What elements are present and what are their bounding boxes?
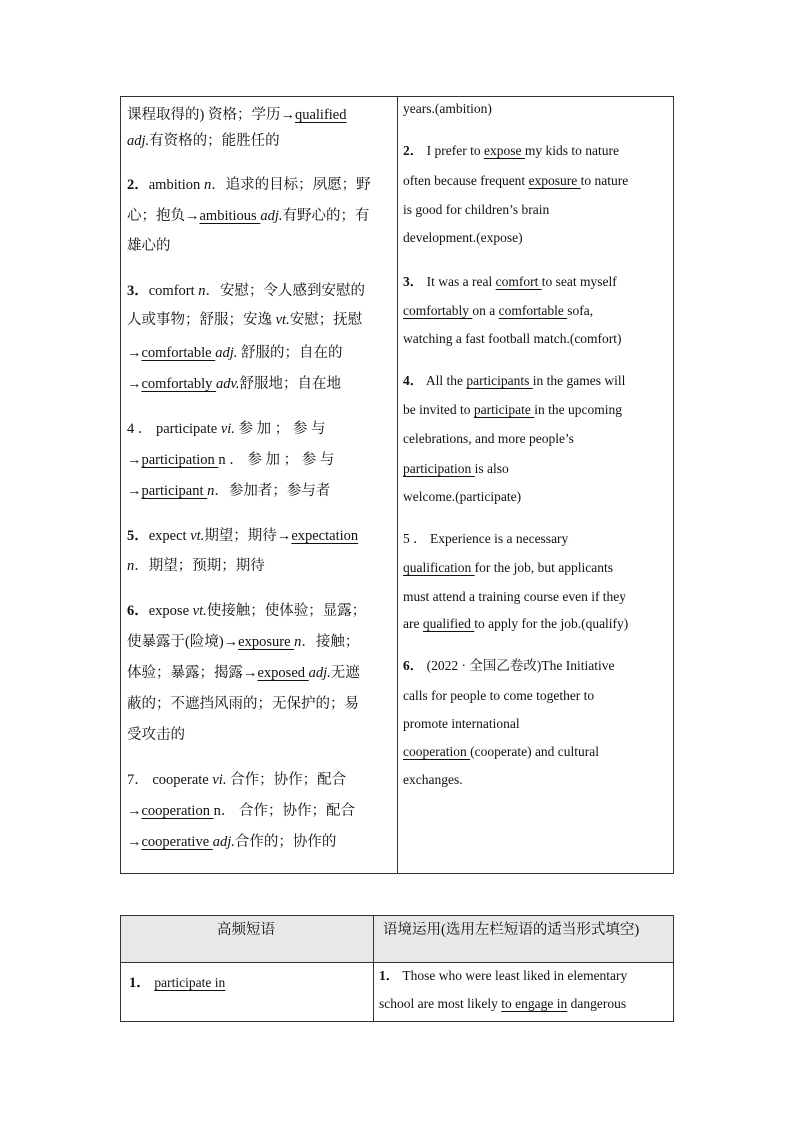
text-span: 舒服的；自在的 — [237, 345, 343, 361]
left-text-line — [127, 131, 280, 151]
left-text-line — [127, 694, 359, 714]
right-text-line — [403, 770, 463, 790]
text-span: adj. — [260, 208, 283, 224]
text-span: 3． — [127, 283, 149, 299]
answer-blank: ambitious — [199, 208, 261, 224]
usage-line — [379, 994, 626, 1014]
text-span: 期望；期待→ — [204, 528, 292, 544]
text-span: → — [127, 803, 142, 819]
phrase-text: participate in — [154, 975, 226, 990]
text-span: vt. — [192, 603, 207, 619]
right-text-line — [403, 99, 492, 119]
text-span: ．安慰；令人感到安慰的 — [205, 283, 366, 299]
answer-blank: cooperation — [403, 744, 471, 759]
text-span: to apply for the job.(qualify) — [474, 616, 629, 631]
text-span: 无遮 — [330, 665, 360, 681]
text-span: promote international — [403, 716, 520, 731]
left-text-line — [127, 206, 369, 226]
text-span: n — [203, 177, 212, 193]
right-text-line — [403, 656, 614, 676]
right-text-line — [403, 459, 509, 479]
right-text-line — [403, 141, 619, 161]
answer-blank: comfortable — [498, 303, 568, 318]
sentence-text: dangerous — [567, 996, 627, 1011]
text-span: → — [127, 345, 142, 361]
left-text-line — [127, 832, 336, 852]
answer-blank: to engage in — [501, 996, 568, 1011]
column-divider — [397, 97, 398, 873]
right-text-line — [403, 558, 613, 578]
right-text-line — [403, 301, 593, 321]
text-span: is good for children’s brain — [403, 202, 550, 217]
text-span: n — [207, 483, 215, 499]
text-span: 雄心的 — [127, 238, 171, 254]
text-span: → — [127, 834, 142, 850]
column-divider — [373, 916, 374, 1021]
text-span: be invited to — [403, 402, 474, 417]
right-text-line — [403, 614, 628, 634]
left-text-line — [127, 175, 371, 195]
text-span: n ． 参 加 ； 参 与 — [218, 452, 335, 468]
answer-blank: participate — [473, 402, 535, 417]
right-text-line — [403, 714, 520, 734]
text-span: celebrations, and more people’s — [403, 431, 574, 446]
header-context-usage: 语境运用(选用左栏短语的适当形式填空) — [383, 922, 640, 938]
right-text-line — [403, 400, 622, 420]
text-span: All the — [423, 373, 467, 388]
text-span: 蔽的；不遮挡风雨的；无保护的；易 — [127, 696, 359, 712]
left-text-line — [127, 556, 265, 576]
text-span: 2． — [127, 177, 149, 193]
text-span: must attend a training course even if they — [403, 589, 627, 604]
text-span: ．追求的目标；夙愿；野 — [211, 177, 371, 193]
text-span: 舒服地；自在地 — [239, 376, 341, 392]
text-span: It was a real — [423, 274, 496, 289]
text-span: comfort — [148, 283, 199, 299]
text-span: in the upcoming — [534, 402, 622, 417]
answer-blank: participants — [466, 373, 533, 388]
text-span: n — [127, 558, 135, 574]
left-text-line — [127, 236, 171, 256]
text-span: n — [294, 634, 302, 650]
answer-blank: participant — [141, 483, 208, 499]
left-text-line — [127, 481, 330, 501]
text-span: n — [198, 283, 206, 299]
right-text-line — [403, 529, 568, 549]
text-span: 4． — [403, 373, 424, 388]
text-span: 合作；协作；配合 — [226, 772, 347, 788]
left-text-line — [127, 105, 347, 125]
item-number: 1． — [379, 968, 400, 983]
text-span: 参 加 ； 参 与 — [234, 421, 326, 437]
vocabulary-table — [120, 96, 674, 874]
answer-blank: qualification — [403, 560, 475, 575]
text-span: I prefer to — [423, 143, 484, 158]
text-span: 3． — [403, 274, 424, 289]
text-span: is also — [474, 461, 509, 476]
text-span: sofa, — [567, 303, 594, 318]
text-span: 安慰；抚慰 — [289, 312, 363, 328]
text-span: years.(ambition) — [403, 101, 492, 116]
text-span: vt. — [275, 312, 290, 328]
text-span: 使接触；使体验；显露； — [206, 603, 367, 619]
left-text-line — [127, 343, 342, 363]
usage-line — [379, 966, 627, 986]
right-text-line — [403, 742, 599, 762]
right-text-line — [403, 487, 521, 507]
text-span: 7． cooperate — [127, 772, 213, 788]
text-span: 使暴露于(险境)→ — [127, 634, 239, 650]
text-span: vt. — [190, 528, 205, 544]
text-span: are — [403, 616, 423, 631]
answer-blank: comfortably — [141, 376, 216, 392]
text-span: 6． — [127, 603, 149, 619]
right-text-line — [403, 171, 628, 191]
text-span: on a — [472, 303, 499, 318]
text-span: exchanges. — [403, 772, 463, 787]
left-text-line — [127, 663, 360, 683]
text-span: 5 ． Experience is a necessary — [403, 531, 569, 546]
text-span: 合作的；协作的 — [234, 834, 337, 850]
right-text-line — [403, 200, 549, 220]
left-text-line — [127, 450, 334, 470]
right-text-line — [403, 228, 523, 248]
text-span: expose — [148, 603, 193, 619]
text-span: adj. — [127, 133, 150, 149]
text-span: 心；抱负→ — [127, 208, 200, 224]
text-span: → — [127, 483, 142, 499]
text-span: often because frequent — [403, 173, 529, 188]
text-span: in the games will — [532, 373, 626, 388]
answer-blank: comfort — [495, 274, 542, 289]
text-span: to nature — [580, 173, 629, 188]
text-span: ．接触； — [301, 634, 360, 650]
right-text-line — [403, 371, 625, 391]
left-text-line — [127, 632, 359, 652]
answer-blank: exposure — [528, 173, 581, 188]
answer-blank: participation — [141, 452, 219, 468]
answer-blank: cooperative — [141, 834, 213, 850]
text-span: 受攻击的 — [127, 727, 185, 743]
answer-blank: participation — [403, 461, 475, 476]
text-span: (cooperate) and cultural — [470, 744, 600, 759]
header-phrases: 高频短语 — [217, 922, 275, 938]
text-span: calls for people to come together to — [403, 688, 595, 703]
left-text-line — [127, 419, 326, 439]
answer-blank: expose — [483, 143, 525, 158]
text-span: 课程取得的) 资格；学历→ — [127, 107, 295, 123]
text-span: to seat myself — [541, 274, 617, 289]
left-text-line — [127, 281, 365, 301]
answer-blank: comfortably — [403, 303, 473, 318]
answer-blank: exposed — [257, 665, 309, 681]
answer-blank: cooperation — [141, 803, 214, 819]
text-span: vi. — [212, 772, 227, 788]
text-span: (2022 · 全国乙卷改)The Initiative — [423, 658, 615, 673]
sentence-text: Those who were least liked in elementary — [399, 968, 628, 983]
text-span: development.(expose) — [403, 230, 523, 245]
text-span: adj. — [212, 834, 235, 850]
answer-blank: qualified — [294, 107, 347, 123]
left-text-line — [127, 374, 341, 394]
left-text-line — [127, 310, 362, 330]
text-span: my kids to nature — [524, 143, 619, 158]
answer-blank: comfortable — [141, 345, 216, 361]
text-span: ．参加者；参与者 — [214, 483, 331, 499]
text-span: 有资格的；能胜任的 — [149, 133, 280, 149]
left-text-line — [127, 725, 185, 745]
text-span: n． 合作；协作；配合 — [213, 803, 355, 819]
item-number: 1． — [129, 975, 151, 991]
answer-blank: qualified — [422, 616, 475, 631]
answer-blank: expectation — [291, 528, 359, 544]
text-span: 有野心的；有 — [282, 208, 370, 224]
right-text-line — [403, 686, 594, 706]
text-span: adj. — [215, 345, 238, 361]
text-span: 5． — [127, 528, 149, 544]
text-span: 2． — [403, 143, 424, 158]
text-span: → — [127, 452, 142, 468]
left-text-line — [127, 770, 346, 790]
left-text-line — [127, 601, 366, 621]
phrase-table — [120, 915, 674, 1022]
text-span: → — [127, 376, 142, 392]
text-span: 人或事物；舒服；安逸 — [127, 312, 276, 328]
sentence-text: school are most likely — [379, 996, 502, 1011]
right-text-line — [403, 329, 622, 349]
answer-blank: exposure — [238, 634, 295, 650]
left-text-line — [127, 801, 355, 821]
right-text-line — [403, 587, 626, 607]
text-span: adv. — [216, 376, 240, 392]
left-text-line — [127, 526, 358, 546]
text-span: ambition — [148, 177, 204, 193]
text-span: 6． — [403, 658, 424, 673]
right-text-line — [403, 429, 574, 449]
text-span: expect — [148, 528, 191, 544]
right-text-line — [403, 272, 617, 292]
text-span: adj. — [308, 665, 331, 681]
text-span: vi. — [220, 421, 235, 437]
text-span: welcome.(participate) — [403, 489, 522, 504]
text-span: watching a fast football match.(comfort) — [403, 331, 622, 346]
text-span: 体验；暴露；揭露→ — [127, 665, 258, 681]
text-span: for the job, but applicants — [474, 560, 613, 575]
phrase-item — [129, 973, 225, 993]
text-span: 4 ． participate — [127, 421, 221, 437]
text-span: ．期望；预期；期待 — [134, 558, 265, 574]
